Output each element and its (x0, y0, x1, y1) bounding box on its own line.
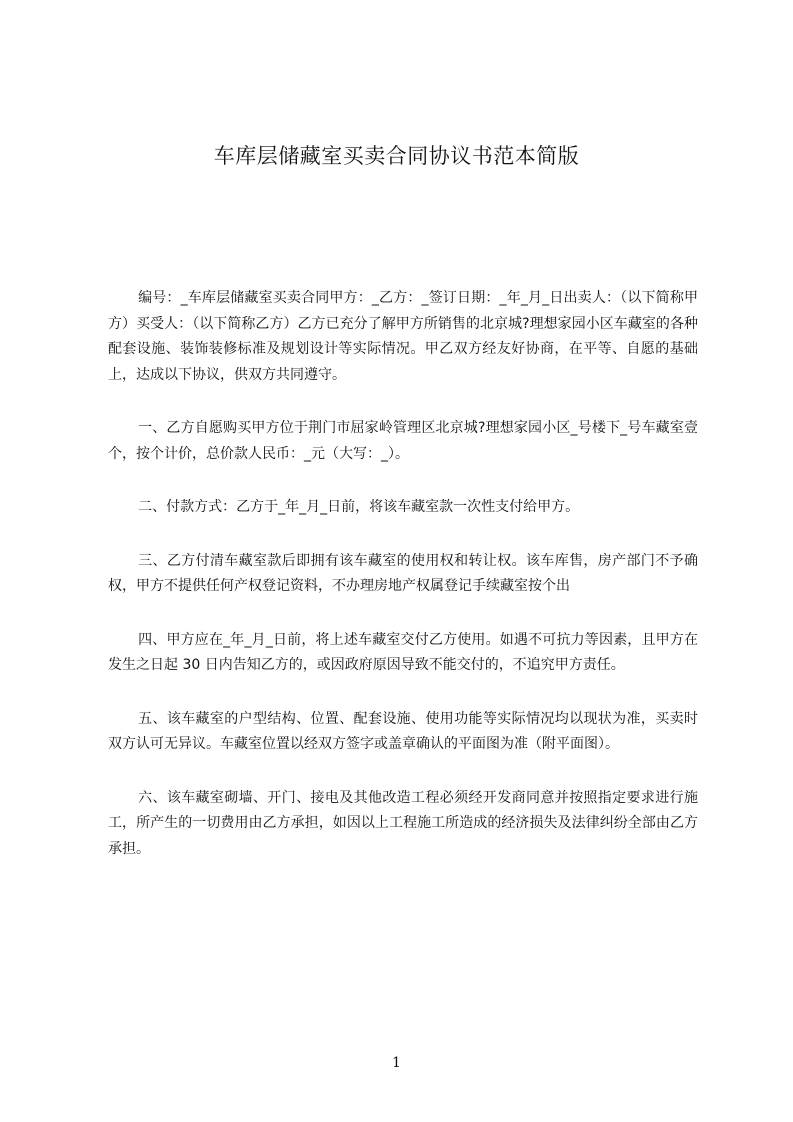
paragraph-clause-2: 二、付款方式：乙方于_年_月_日前，将该车藏室款一次性支付给甲方。 (138, 499, 580, 515)
paragraph-clause-4: 四、甲方应在_年_月_日前，将上述车藏室交付乙方使用。如遇不可抗力等因素，且甲方在发生之日起 30 日内告知乙方的，或因政府原因导致不能交付的，不追究甲方责任。 (108, 631, 698, 673)
document-title: 车库层储藏室买卖合同协议书范本简版 (213, 144, 580, 168)
paragraph-clause-1: 一、乙方自愿购买甲方位于荆门市屈家岭管理区北京城?理想家园小区_号楼下_号车藏室壹个，按个计价，总价款人民币：_元（大写：_）。 (108, 420, 698, 462)
page-number: 1 (392, 1055, 401, 1071)
paragraph-clause-6: 六、该车藏室砌墙、开门、接电及其他改造工程必须经开发商同意并按照指定要求进行施工，所产生的一切费用由乙方承担，如因以上工程施工所造成的经济损失及法律纠纷全部由乙方承担。 (108, 789, 698, 857)
paragraph-clause-3: 三、乙方付清车藏室款后即拥有该车藏室的使用权和转让权。该车库售，房产部门不予确权，甲方不提供任何产权登记资料，不办理房地产权属登记手续藏室按个出 (108, 552, 698, 594)
paragraph-clause-5: 五、该车藏室的户型结构、位置、配套设施、使用功能等实际情况均以现状为准，买卖时双方认可无异议。车藏室位置以经双方签字或盖章确认的平面图为准（附平面图）。 (108, 710, 698, 752)
paragraph-preamble: 编号：_车库层储藏室买卖合同甲方：_乙方：_签订日期：_年_月_日出卖人：（以下简称甲方）买受人：（以下简称乙方）乙方已充分了解甲方所销售的北京城?理想家园小区车藏室的各种配套设施、装饰装修标准及规划设计等实际情况。甲乙双方经友好协商，在平等、自愿的基础上，达成以下协议，供双方共同遵守。 (108, 290, 698, 383)
document-body (108, 286, 698, 890)
